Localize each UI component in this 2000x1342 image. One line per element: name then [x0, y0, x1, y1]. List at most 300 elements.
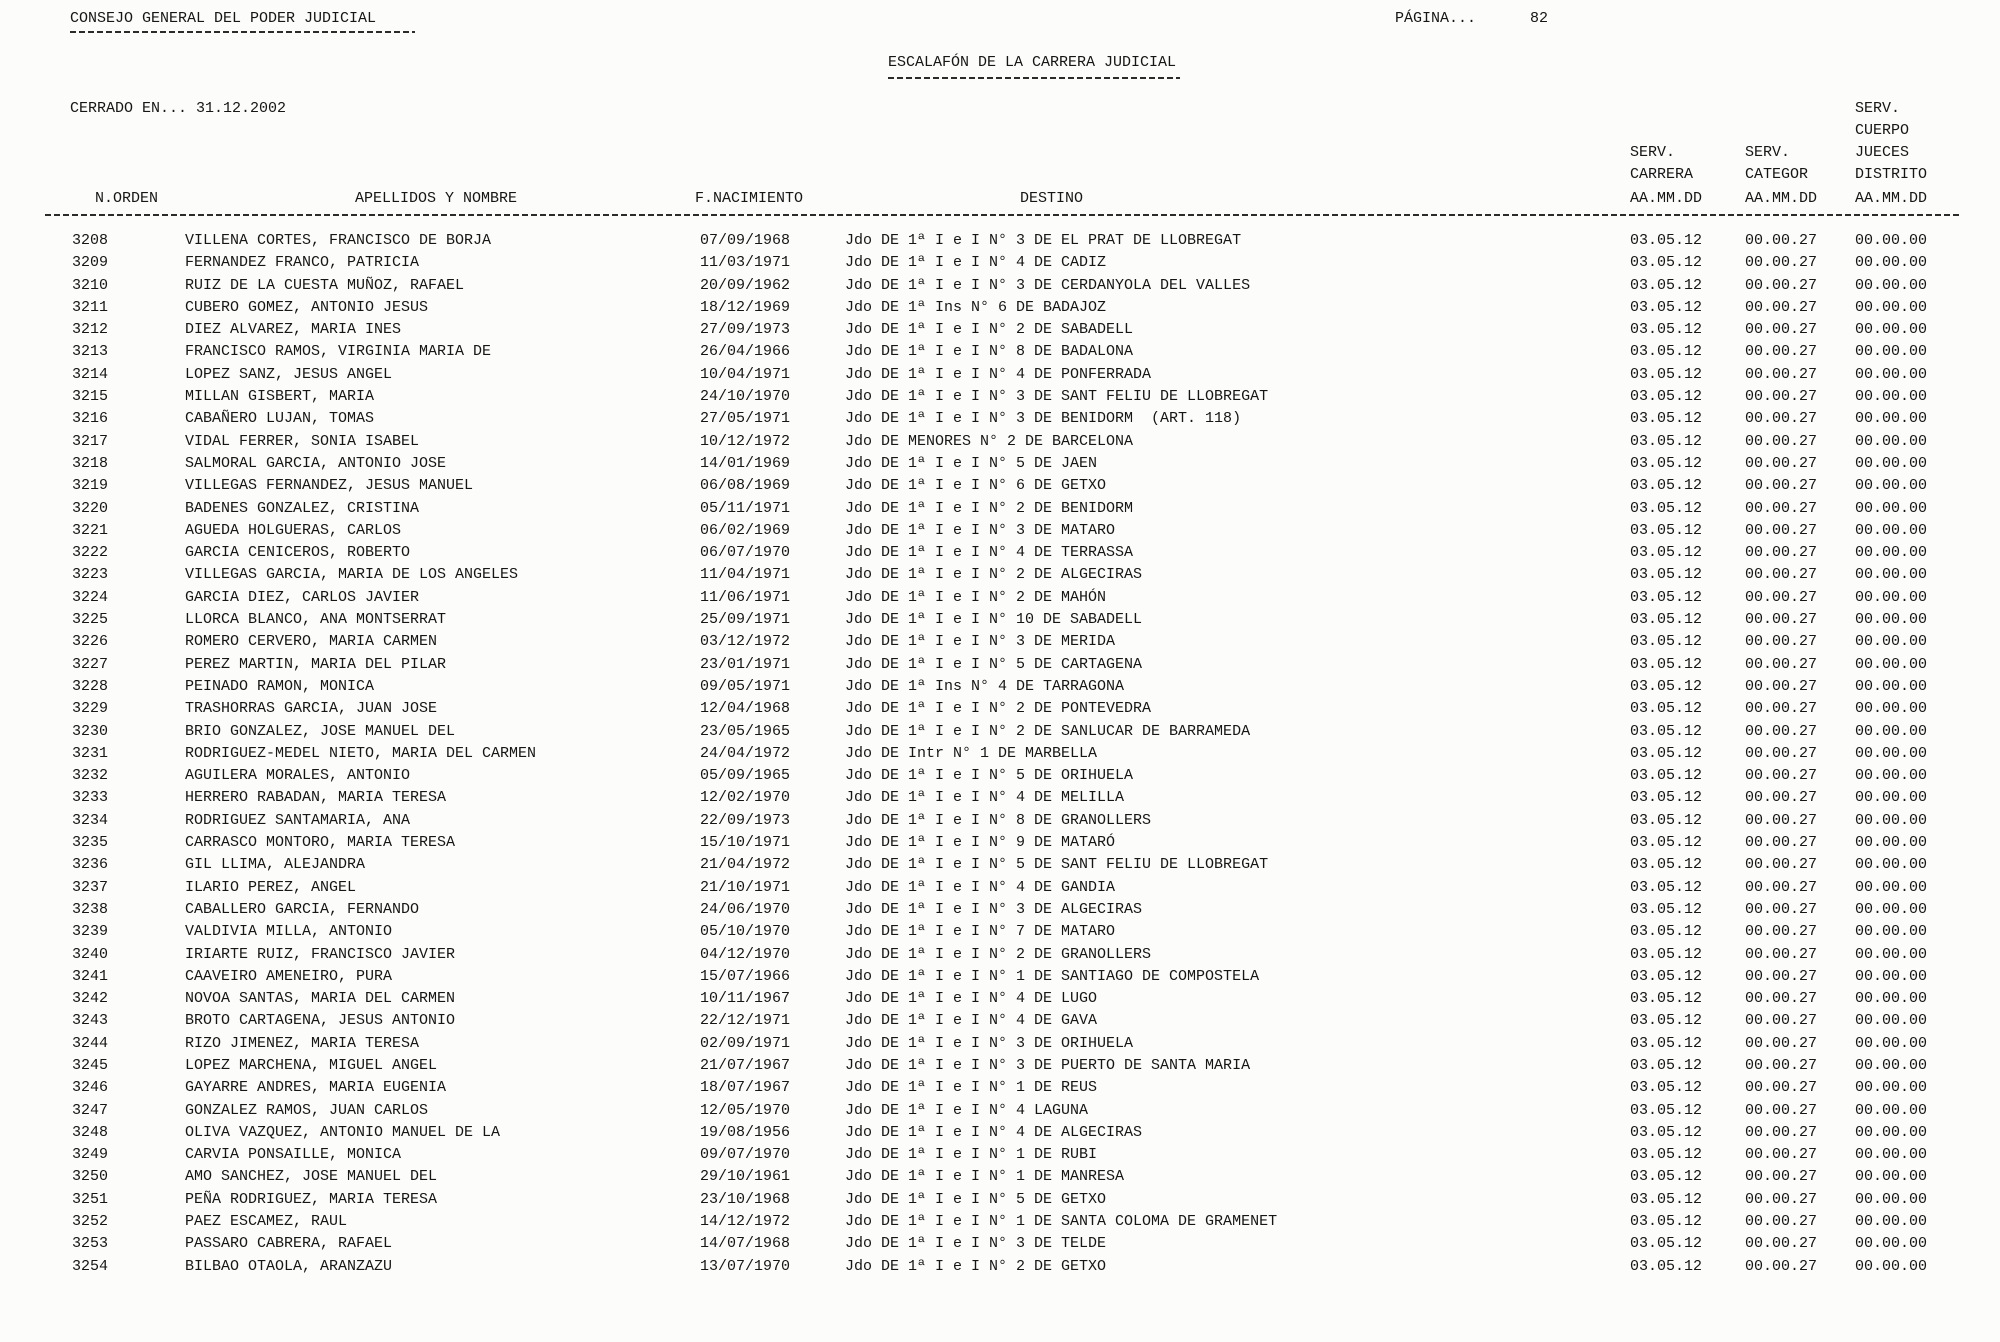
cell-serv-cuerpo: 00.00.00 [1855, 611, 1928, 629]
cell-f-nacimiento: 05/10/1970 [700, 923, 791, 941]
cell-serv-categor: 00.00.27 [1745, 1012, 1818, 1030]
col-serv-cuerpo-line3: JUECES [1855, 144, 1910, 161]
cell-f-nacimiento: 22/12/1971 [700, 1012, 791, 1030]
cell-f-nacimiento: 27/09/1973 [700, 321, 791, 339]
cell-n-orden: 3248 [72, 1123, 109, 1141]
cell-f-nacimiento: 25/09/1971 [700, 611, 791, 629]
page-number: 82 [1530, 10, 1549, 27]
cell-serv-categor: 00.00.27 [1745, 990, 1818, 1008]
cell-f-nacimiento: 19/08/1956 [700, 1123, 791, 1141]
cell-serv-cuerpo: 00.00.00 [1855, 945, 1928, 963]
cell-serv-carrera: 03.05.12 [1630, 611, 1703, 629]
report-title-underline [888, 77, 1180, 79]
cell-serv-carrera: 03.05.12 [1630, 655, 1703, 673]
cell-n-orden: 3225 [72, 611, 109, 629]
cell-serv-categor: 00.00.27 [1745, 945, 1818, 963]
cell-serv-categor: 00.00.27 [1745, 1146, 1818, 1164]
table-row [0, 765, 2000, 787]
cell-f-nacimiento: 22/09/1973 [700, 811, 791, 829]
col-header-nombre: APELLIDOS Y NOMBRE [355, 190, 518, 207]
cell-serv-carrera: 03.05.12 [1630, 1056, 1703, 1074]
cell-apellidos-nombre: GONZALEZ RAMOS, JUAN CARLOS [185, 1101, 429, 1119]
header-separator-rule [45, 214, 1960, 216]
cell-serv-categor: 00.00.27 [1745, 789, 1818, 807]
cell-apellidos-nombre: BRIO GONZALEZ, JOSE MANUEL DEL [185, 722, 456, 740]
cell-n-orden: 3211 [72, 298, 109, 316]
cell-serv-cuerpo: 00.00.00 [1855, 744, 1928, 762]
col-serv-categor-line1: SERV. [1745, 144, 1791, 161]
cell-destino: Jdo DE 1ª I e I N° 2 DE MAHÓN [845, 588, 1107, 606]
cell-apellidos-nombre: PEREZ MARTIN, MARIA DEL PILAR [185, 655, 447, 673]
cell-destino: Jdo DE MENORES N° 2 DE BARCELONA [845, 432, 1134, 450]
cell-apellidos-nombre: BILBAO OTAOLA, ARANZAZU [185, 1257, 393, 1275]
cell-apellidos-nombre: LOPEZ MARCHENA, MIGUEL ANGEL [185, 1056, 438, 1074]
col-serv-cuerpo-line1: SERV. [1855, 100, 1901, 117]
cell-n-orden: 3243 [72, 1012, 109, 1030]
cell-serv-categor: 00.00.27 [1745, 321, 1818, 339]
cell-apellidos-nombre: TRASHORRAS GARCIA, JUAN JOSE [185, 700, 438, 718]
cell-destino: Jdo DE 1ª I e I N° 8 DE GRANOLLERS [845, 811, 1152, 829]
cell-apellidos-nombre: CABAÑERO LUJAN, TOMAS [185, 410, 375, 428]
cell-destino: Jdo DE 1ª I e I N° 4 DE GAVA [845, 1012, 1098, 1030]
cell-serv-carrera: 03.05.12 [1630, 834, 1703, 852]
cell-n-orden: 3228 [72, 677, 109, 695]
cell-serv-carrera: 03.05.12 [1630, 432, 1703, 450]
cell-serv-categor: 00.00.27 [1745, 566, 1818, 584]
cell-apellidos-nombre: FERNANDEZ FRANCO, PATRICIA [185, 254, 420, 272]
cell-serv-categor: 00.00.27 [1745, 254, 1818, 272]
cell-serv-carrera: 03.05.12 [1630, 499, 1703, 517]
cell-serv-cuerpo: 00.00.00 [1855, 477, 1928, 495]
cell-n-orden: 3240 [72, 945, 109, 963]
cell-serv-cuerpo: 00.00.00 [1855, 1190, 1928, 1208]
cell-serv-categor: 00.00.27 [1745, 1190, 1818, 1208]
cell-serv-carrera: 03.05.12 [1630, 1213, 1703, 1231]
cell-serv-categor: 00.00.27 [1745, 1056, 1818, 1074]
cell-serv-categor: 00.00.27 [1745, 454, 1818, 472]
cell-serv-categor: 00.00.27 [1745, 1079, 1818, 1097]
cell-serv-categor: 00.00.27 [1745, 1235, 1818, 1253]
cell-f-nacimiento: 27/05/1971 [700, 410, 791, 428]
cell-serv-categor: 00.00.27 [1745, 1213, 1818, 1231]
cell-serv-carrera: 03.05.12 [1630, 878, 1703, 896]
cell-f-nacimiento: 24/10/1970 [700, 388, 791, 406]
cell-serv-cuerpo: 00.00.00 [1855, 923, 1928, 941]
cell-destino: Jdo DE 1ª I e I N° 3 DE ORIHUELA [845, 1034, 1134, 1052]
cell-serv-categor: 00.00.27 [1745, 365, 1818, 383]
cell-serv-cuerpo: 00.00.00 [1855, 410, 1928, 428]
table-row [0, 1233, 2000, 1255]
cell-f-nacimiento: 12/05/1970 [700, 1101, 791, 1119]
table-row [0, 676, 2000, 698]
cell-destino: Jdo DE 1ª I e I N° 9 DE MATARÓ [845, 834, 1116, 852]
cell-serv-cuerpo: 00.00.00 [1855, 343, 1928, 361]
cell-destino: Jdo DE 1ª I e I N° 4 DE MELILLA [845, 789, 1125, 807]
table-row [0, 230, 2000, 252]
cell-f-nacimiento: 12/04/1968 [700, 700, 791, 718]
cell-apellidos-nombre: NOVOA SANTAS, MARIA DEL CARMEN [185, 990, 456, 1008]
cell-serv-cuerpo: 00.00.00 [1855, 544, 1928, 562]
cell-apellidos-nombre: VALDIVIA MILLA, ANTONIO [185, 923, 393, 941]
cell-f-nacimiento: 04/12/1970 [700, 945, 791, 963]
table-row [0, 564, 2000, 586]
cell-f-nacimiento: 10/12/1972 [700, 432, 791, 450]
cell-n-orden: 3217 [72, 432, 109, 450]
cell-serv-carrera: 03.05.12 [1630, 856, 1703, 874]
cell-f-nacimiento: 12/02/1970 [700, 789, 791, 807]
cell-serv-carrera: 03.05.12 [1630, 298, 1703, 316]
cell-serv-cuerpo: 00.00.00 [1855, 521, 1928, 539]
cell-serv-categor: 00.00.27 [1745, 722, 1818, 740]
cell-n-orden: 3220 [72, 499, 109, 517]
cell-serv-categor: 00.00.27 [1745, 276, 1818, 294]
cell-n-orden: 3244 [72, 1034, 109, 1052]
cell-f-nacimiento: 18/07/1967 [700, 1079, 791, 1097]
cell-serv-cuerpo: 00.00.00 [1855, 967, 1928, 985]
table-row [0, 944, 2000, 966]
cell-n-orden: 3219 [72, 477, 109, 495]
cell-apellidos-nombre: PAEZ ESCAMEZ, RAUL [185, 1213, 348, 1231]
cell-destino: Jdo DE 1ª I e I N° 2 DE SANLUCAR DE BARRAMEDA [845, 722, 1251, 740]
cell-serv-cuerpo: 00.00.00 [1855, 1056, 1928, 1074]
cell-f-nacimiento: 23/10/1968 [700, 1190, 791, 1208]
cell-destino: Jdo DE 1ª I e I N° 1 DE SANTA COLOMA DE GRAMENET [845, 1213, 1278, 1231]
cell-serv-cuerpo: 00.00.00 [1855, 677, 1928, 695]
cell-serv-categor: 00.00.27 [1745, 655, 1818, 673]
cell-n-orden: 3233 [72, 789, 109, 807]
cell-f-nacimiento: 11/04/1971 [700, 566, 791, 584]
cell-f-nacimiento: 06/02/1969 [700, 521, 791, 539]
cell-serv-carrera: 03.05.12 [1630, 1101, 1703, 1119]
cell-n-orden: 3231 [72, 744, 109, 762]
table-row [0, 1077, 2000, 1099]
cell-f-nacimiento: 11/03/1971 [700, 254, 791, 272]
cell-n-orden: 3214 [72, 365, 109, 383]
cell-f-nacimiento: 20/09/1962 [700, 276, 791, 294]
cell-apellidos-nombre: LOPEZ SANZ, JESUS ANGEL [185, 365, 393, 383]
org-title: CONSEJO GENERAL DEL PODER JUDICIAL [70, 10, 377, 27]
cell-f-nacimiento: 06/07/1970 [700, 544, 791, 562]
table-row [0, 1122, 2000, 1144]
cell-serv-cuerpo: 00.00.00 [1855, 454, 1928, 472]
table-row [0, 721, 2000, 743]
cell-serv-cuerpo: 00.00.00 [1855, 990, 1928, 1008]
cell-serv-categor: 00.00.27 [1745, 744, 1818, 762]
cell-f-nacimiento: 21/10/1971 [700, 878, 791, 896]
cell-f-nacimiento: 05/09/1965 [700, 767, 791, 785]
cell-serv-carrera: 03.05.12 [1630, 454, 1703, 472]
cell-serv-carrera: 03.05.12 [1630, 633, 1703, 651]
cell-serv-carrera: 03.05.12 [1630, 232, 1703, 249]
cell-f-nacimiento: 23/01/1971 [700, 655, 791, 673]
cell-serv-categor: 00.00.27 [1745, 521, 1818, 539]
cell-f-nacimiento: 09/05/1971 [700, 677, 791, 695]
cell-f-nacimiento: 02/09/1971 [700, 1034, 791, 1052]
table-row [0, 341, 2000, 363]
cell-n-orden: 3249 [72, 1146, 109, 1164]
cell-apellidos-nombre: DIEZ ALVAREZ, MARIA INES [185, 321, 402, 339]
cell-f-nacimiento: 29/10/1961 [700, 1168, 791, 1186]
table-row [0, 1256, 2000, 1278]
cell-serv-categor: 00.00.27 [1745, 1123, 1818, 1141]
table-row [0, 966, 2000, 988]
cell-apellidos-nombre: LLORCA BLANCO, ANA MONTSERRAT [185, 611, 447, 629]
table-row [0, 743, 2000, 765]
cell-apellidos-nombre: GARCIA DIEZ, CARLOS JAVIER [185, 588, 420, 606]
cell-destino: Jdo DE 1ª I e I N° 2 DE BENIDORM [845, 499, 1134, 517]
cell-serv-categor: 00.00.27 [1745, 677, 1818, 695]
cell-serv-carrera: 03.05.12 [1630, 343, 1703, 361]
cell-n-orden: 3215 [72, 388, 109, 406]
cell-n-orden: 3252 [72, 1213, 109, 1231]
table-body [0, 230, 2000, 1278]
table-row [0, 854, 2000, 876]
table-row [0, 520, 2000, 542]
cell-serv-categor: 00.00.27 [1745, 1257, 1818, 1275]
cell-n-orden: 3251 [72, 1190, 109, 1208]
cell-serv-cuerpo: 00.00.00 [1855, 254, 1928, 272]
cell-destino: Jdo DE 1ª I e I N° 6 DE GETXO [845, 477, 1107, 495]
cell-f-nacimiento: 23/05/1965 [700, 722, 791, 740]
cell-serv-carrera: 03.05.12 [1630, 321, 1703, 339]
cell-n-orden: 3221 [72, 521, 109, 539]
cell-serv-carrera: 03.05.12 [1630, 744, 1703, 762]
cell-f-nacimiento: 06/08/1969 [700, 477, 791, 495]
cell-destino: Jdo DE 1ª I e I N° 7 DE MATARO [845, 923, 1116, 941]
page-indicator [1395, 8, 1548, 30]
cell-apellidos-nombre: VIDAL FERRER, SONIA ISABEL [185, 432, 420, 450]
cell-serv-carrera: 03.05.12 [1630, 477, 1703, 495]
cell-n-orden: 3246 [72, 1079, 109, 1097]
cell-destino: Jdo DE 1ª I e I N° 5 DE SANT FELIU DE LLOBREGAT [845, 856, 1269, 874]
table-row [0, 275, 2000, 297]
cell-destino: Jdo DE 1ª I e I N° 4 DE PONFERRADA [845, 365, 1152, 383]
cell-serv-carrera: 03.05.12 [1630, 900, 1703, 918]
cell-apellidos-nombre: CUBERO GOMEZ, ANTONIO JESUS [185, 298, 429, 316]
cell-serv-categor: 00.00.27 [1745, 410, 1818, 428]
closed-date: CERRADO EN... 31.12.2002 [70, 100, 287, 117]
cell-serv-carrera: 03.05.12 [1630, 1235, 1703, 1253]
cell-n-orden: 3237 [72, 878, 109, 896]
cell-n-orden: 3208 [72, 232, 109, 249]
table-row [0, 631, 2000, 653]
table-row [0, 1211, 2000, 1233]
cell-apellidos-nombre: CABALLERO GARCIA, FERNANDO [185, 900, 420, 918]
cell-serv-carrera: 03.05.12 [1630, 811, 1703, 829]
cell-apellidos-nombre: RUIZ DE LA CUESTA MUÑOZ, RAFAEL [185, 276, 465, 294]
cell-serv-cuerpo: 00.00.00 [1855, 1012, 1928, 1030]
cell-n-orden: 3234 [72, 811, 109, 829]
cell-serv-cuerpo: 00.00.00 [1855, 388, 1928, 406]
cell-serv-categor: 00.00.27 [1745, 1101, 1818, 1119]
table-row [0, 654, 2000, 676]
cell-serv-categor: 00.00.27 [1745, 298, 1818, 316]
cell-apellidos-nombre: CAAVEIRO AMENEIRO, PURA [185, 967, 393, 985]
cell-destino: Jdo DE 1ª I e I N° 3 DE SANT FELIU DE LLOBREGAT [845, 388, 1269, 406]
cell-apellidos-nombre: GARCIA CENICEROS, ROBERTO [185, 544, 411, 562]
cell-destino: Jdo DE 1ª I e I N° 1 DE MANRESA [845, 1168, 1125, 1186]
cell-apellidos-nombre: VILLENA CORTES, FRANCISCO DE BORJA [185, 232, 492, 249]
cell-destino: Jdo DE Intr N° 1 DE MARBELLA [845, 744, 1098, 762]
cell-serv-carrera: 03.05.12 [1630, 1146, 1703, 1164]
cell-serv-carrera: 03.05.12 [1630, 365, 1703, 383]
table-row [0, 1055, 2000, 1077]
cell-apellidos-nombre: RODRIGUEZ SANTAMARIA, ANA [185, 811, 411, 829]
cell-serv-carrera: 03.05.12 [1630, 722, 1703, 740]
cell-serv-carrera: 03.05.12 [1630, 521, 1703, 539]
table-row [0, 921, 2000, 943]
table-row [0, 1100, 2000, 1122]
cell-serv-categor: 00.00.27 [1745, 834, 1818, 852]
cell-n-orden: 3213 [72, 343, 109, 361]
cell-serv-categor: 00.00.27 [1745, 611, 1818, 629]
page-label: PÁGINA... [1395, 10, 1477, 27]
cell-serv-carrera: 03.05.12 [1630, 967, 1703, 985]
col-serv-cuerpo-line2: CUERPO [1855, 122, 1910, 139]
table-row [0, 1166, 2000, 1188]
cell-n-orden: 3210 [72, 276, 109, 294]
cell-serv-cuerpo: 00.00.00 [1855, 900, 1928, 918]
cell-apellidos-nombre: BROTO CARTAGENA, JESUS ANTONIO [185, 1012, 456, 1030]
cell-serv-categor: 00.00.27 [1745, 878, 1818, 896]
cell-destino: Jdo DE 1ª I e I N° 2 DE GETXO [845, 1257, 1107, 1275]
cell-destino: Jdo DE 1ª I e I N° 5 DE ORIHUELA [845, 767, 1134, 785]
cell-serv-carrera: 03.05.12 [1630, 789, 1703, 807]
cell-destino: Jdo DE 1ª I e I N° 3 DE EL PRAT DE LLOBREGAT [845, 232, 1242, 249]
cell-serv-carrera: 03.05.12 [1630, 767, 1703, 785]
cell-n-orden: 3238 [72, 900, 109, 918]
cell-f-nacimiento: 21/07/1967 [700, 1056, 791, 1074]
cell-f-nacimiento: 07/09/1968 [700, 232, 791, 249]
cell-n-orden: 3216 [72, 410, 109, 428]
cell-apellidos-nombre: FRANCISCO RAMOS, VIRGINIA MARIA DE [185, 343, 492, 361]
table-row [0, 787, 2000, 809]
cell-serv-categor: 00.00.27 [1745, 388, 1818, 406]
col-header-nacimiento: F.NACIMIENTO [695, 190, 804, 207]
cell-apellidos-nombre: ILARIO PEREZ, ANGEL [185, 878, 357, 896]
cell-serv-cuerpo: 00.00.00 [1855, 298, 1928, 316]
cell-serv-carrera: 03.05.12 [1630, 410, 1703, 428]
cell-serv-cuerpo: 00.00.00 [1855, 655, 1928, 673]
cell-n-orden: 3236 [72, 856, 109, 874]
table-row [0, 431, 2000, 453]
col-header-destino: DESTINO [1020, 190, 1084, 207]
cell-serv-cuerpo: 00.00.00 [1855, 834, 1928, 852]
cell-f-nacimiento: 26/04/1966 [700, 343, 791, 361]
col-header-serv-categor-unit: AA.MM.DD [1745, 190, 1818, 207]
cell-n-orden: 3227 [72, 655, 109, 673]
table-row [0, 899, 2000, 921]
table-row [0, 877, 2000, 899]
cell-serv-categor: 00.00.27 [1745, 811, 1818, 829]
table-row [0, 832, 2000, 854]
org-title-underline [70, 31, 415, 33]
cell-apellidos-nombre: OLIVA VAZQUEZ, ANTONIO MANUEL DE LA [185, 1123, 501, 1141]
cell-f-nacimiento: 14/07/1968 [700, 1235, 791, 1253]
cell-n-orden: 3222 [72, 544, 109, 562]
table-row [0, 475, 2000, 497]
cell-serv-categor: 00.00.27 [1745, 900, 1818, 918]
cell-serv-carrera: 03.05.12 [1630, 1034, 1703, 1052]
table-row [0, 587, 2000, 609]
cell-n-orden: 3226 [72, 633, 109, 651]
report-title: ESCALAFÓN DE LA CARRERA JUDICIAL [888, 54, 1177, 71]
cell-destino: Jdo DE 1ª I e I N° 2 DE PONTEVEDRA [845, 700, 1152, 718]
cell-apellidos-nombre: VILLEGAS GARCIA, MARIA DE LOS ANGELES [185, 566, 519, 584]
cell-serv-cuerpo: 00.00.00 [1855, 1146, 1928, 1164]
cell-serv-categor: 00.00.27 [1745, 1168, 1818, 1186]
cell-serv-categor: 00.00.27 [1745, 856, 1818, 874]
table-row [0, 542, 2000, 564]
cell-serv-cuerpo: 00.00.00 [1855, 588, 1928, 606]
col-serv-carrera-line2: CARRERA [1630, 166, 1694, 183]
table-row [0, 297, 2000, 319]
cell-destino: Jdo DE 1ª I e I N° 1 DE SANTIAGO DE COMPOSTELA [845, 967, 1260, 985]
cell-destino: Jdo DE 1ª I e I N° 3 DE MATARO [845, 521, 1116, 539]
cell-serv-cuerpo: 00.00.00 [1855, 1123, 1928, 1141]
cell-f-nacimiento: 15/10/1971 [700, 834, 791, 852]
cell-destino: Jdo DE 1ª I e I N° 4 DE CADIZ [845, 254, 1107, 272]
table-row [0, 386, 2000, 408]
cell-serv-carrera: 03.05.12 [1630, 1079, 1703, 1097]
cell-n-orden: 3209 [72, 254, 109, 272]
cell-n-orden: 3247 [72, 1101, 109, 1119]
cell-serv-carrera: 03.05.12 [1630, 388, 1703, 406]
col-serv-carrera-line1: SERV. [1630, 144, 1676, 161]
cell-serv-cuerpo: 00.00.00 [1855, 1034, 1928, 1052]
table-row [0, 698, 2000, 720]
cell-serv-categor: 00.00.27 [1745, 499, 1818, 517]
table-row [0, 319, 2000, 341]
cell-f-nacimiento: 14/12/1972 [700, 1213, 791, 1231]
cell-destino: Jdo DE 1ª I e I N° 5 DE JAEN [845, 454, 1098, 472]
cell-serv-cuerpo: 00.00.00 [1855, 365, 1928, 383]
cell-apellidos-nombre: BADENES GONZALEZ, CRISTINA [185, 499, 420, 517]
cell-destino: Jdo DE 1ª I e I N° 5 DE CARTAGENA [845, 655, 1143, 673]
cell-serv-categor: 00.00.27 [1745, 232, 1818, 249]
cell-n-orden: 3223 [72, 566, 109, 584]
cell-n-orden: 3239 [72, 923, 109, 941]
cell-apellidos-nombre: PEÑA RODRIGUEZ, MARIA TERESA [185, 1190, 438, 1208]
cell-f-nacimiento: 15/07/1966 [700, 967, 791, 985]
cell-serv-categor: 00.00.27 [1745, 588, 1818, 606]
cell-serv-categor: 00.00.27 [1745, 923, 1818, 941]
cell-serv-cuerpo: 00.00.00 [1855, 1257, 1928, 1275]
table-row [0, 1189, 2000, 1211]
cell-f-nacimiento: 10/11/1967 [700, 990, 791, 1008]
cell-serv-categor: 00.00.27 [1745, 700, 1818, 718]
cell-destino: Jdo DE 1ª I e I N° 2 DE GRANOLLERS [845, 945, 1152, 963]
cell-destino: Jdo DE 1ª I e I N° 2 DE SABADELL [845, 321, 1134, 339]
cell-apellidos-nombre: PEINADO RAMON, MONICA [185, 677, 375, 695]
cell-serv-carrera: 03.05.12 [1630, 544, 1703, 562]
table-row [0, 1010, 2000, 1032]
cell-serv-carrera: 03.05.12 [1630, 1257, 1703, 1275]
cell-serv-carrera: 03.05.12 [1630, 1190, 1703, 1208]
table-row [0, 498, 2000, 520]
cell-f-nacimiento: 03/12/1972 [700, 633, 791, 651]
cell-n-orden: 3254 [72, 1257, 109, 1275]
table-row [0, 1033, 2000, 1055]
cell-apellidos-nombre: RODRIGUEZ-MEDEL NIETO, MARIA DEL CARMEN [185, 744, 537, 762]
cell-serv-carrera: 03.05.12 [1630, 945, 1703, 963]
cell-serv-cuerpo: 00.00.00 [1855, 232, 1928, 249]
col-header-serv-cuerpo-unit: AA.MM.DD [1855, 190, 1928, 207]
cell-destino: Jdo DE 1ª I e I N° 4 DE LUGO [845, 990, 1098, 1008]
cell-serv-categor: 00.00.27 [1745, 432, 1818, 450]
cell-f-nacimiento: 21/04/1972 [700, 856, 791, 874]
table-row [0, 364, 2000, 386]
